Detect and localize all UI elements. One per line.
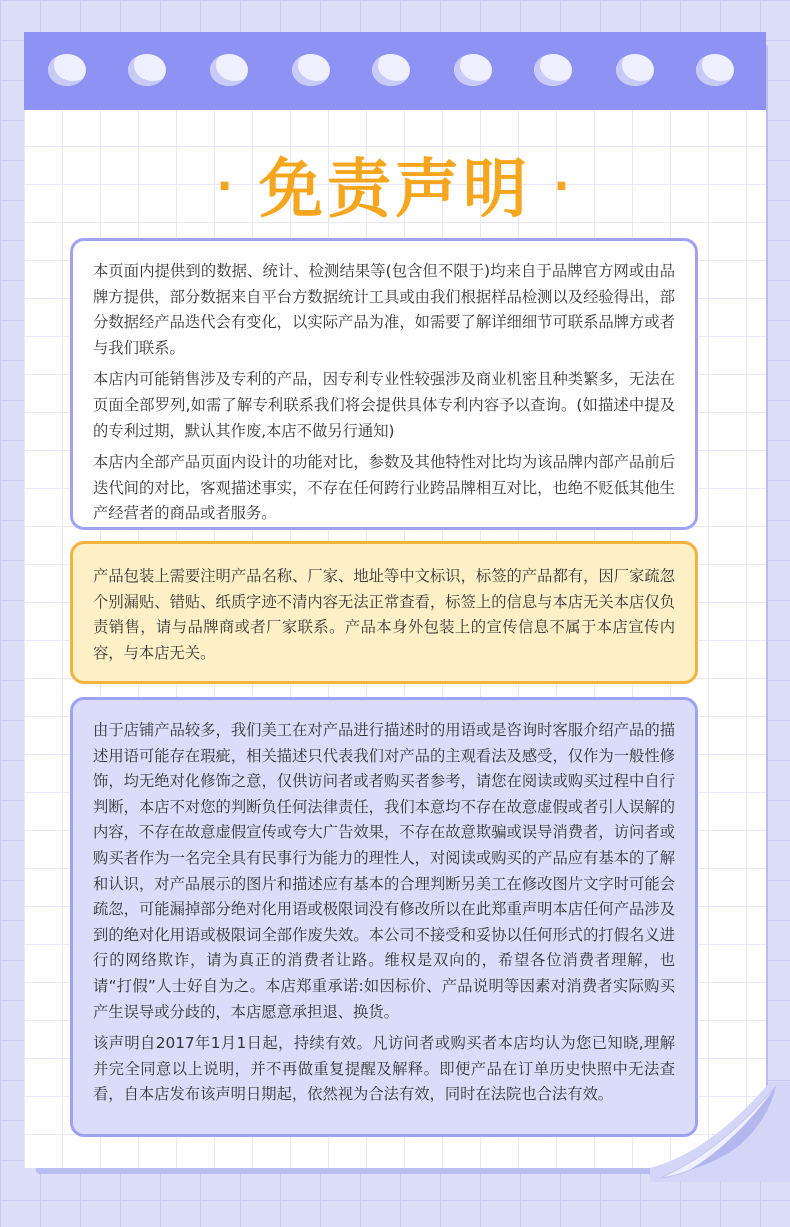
paragraph: 本店内全部产品页面内设计的功能对比，参数及其他特性对比均为该品牌内部产品前后迭代间的对比，客观描述事实，不存在任何跨行业跨品牌相互对比，也绝不贬低其他生产经营者的商品或者服务。: [93, 453, 675, 523]
binder-hole: [534, 54, 572, 86]
page-title: 免责声明: [259, 153, 531, 227]
title-dot-left: ·: [216, 161, 237, 213]
paragraph: 由于店铺产品较多，我们美工在对产品进行描述时的用语或是咨询时客服介绍产品的描述用语可能存在瑕疵，相关描述只代表我们对产品的主观看法及感受，仅作为一般性修饰，均无绝对化修饰之意，仅供访问者或者购买者参考，请您在阅读或购买过程中自行判断，本店不对您的判断负任何法律责任，我们本意均不存在故意虚假或者引人误解的内容，不存在故意虚假宣传或夸大广告效果，不存在故意欺骗或误导消费者，访问者或购买者作为一名完全具有民事行为能力的理性人，对阅读或购买的产品应有基本的了解和认识，对产品展示的图片和描述应有基本的合理判断另美工在修改图片文字时可能会疏忽，可能漏掉部分绝对化用语或极限词没有修改所以在此郑重声明本店任何产品涉及到的绝对化用语或极限词全部作废失效。本公司不接受和妥协以任何形式的打假名义进行的网络欺诈，请为真正的消费者让路。维权是双向的，希望各位消费者理解，也请“打假”人士好自为之。本店郑重承诺:如因标价、产品说明等因素对消费者实际购买产生误导或分歧的，本店愿意承担退、换货。: [93, 721, 675, 1021]
paragraph: 该声明自2017年1月1日起，持续有效。凡访问者或购买者本店均认为您已知晓,理解并完全同意以上说明，并不再做重复提醒及解释。即便产品在订单历史快照中无法查看，自本店发布该声明日期起，依然视为合法有效，同时在法院也合法有效。: [93, 1034, 675, 1104]
wording-disclaimer-section: [70, 697, 698, 1137]
title-dot-right: ·: [553, 161, 574, 213]
page-title-row: [24, 150, 766, 233]
page-curl-decoration: [650, 1082, 790, 1182]
paragraph: 本店内可能销售涉及专利的产品，因专利专业性较强涉及商业机密且种类繁多，无法在页面全部罗列,如需了解专利联系我们将会提供具体专利内容予以查询。(如描述中提及的专利过期，默认其作废,本店不做另行通知): [93, 370, 675, 440]
paragraph: 本页面内提供到的数据、统计、检测结果等(包含但不限于)均来自于品牌官方网或由品牌方提供，部分数据来自平台方数据统计工具或由我们根据样品检测以及经验得出，部分数据经产品迭代会有变化，以实际产品为准，如需要了解详细细节可联系品牌方或者与我们联系。: [93, 262, 675, 357]
binder-hole: [696, 54, 734, 86]
binder-hole: [372, 54, 410, 86]
paragraph: 产品包装上需要注明产品名称、厂家、地址等中文标识，标签的产品都有，因厂家疏忽个别漏贴、错贴、纸质字迹不清内容无法正常查看，标签上的信息与本店无关本店仅负责销售，请与品牌商或者厂家联系。产品本身外包装上的宣传信息不属于本店宣传内容，与本店无关。: [93, 567, 675, 662]
binder-hole: [454, 54, 492, 86]
binder-hole: [48, 54, 86, 86]
data-source-section: [70, 238, 698, 530]
binder-band: [24, 32, 766, 110]
binder-hole: [128, 54, 166, 86]
binder-hole: [292, 54, 330, 86]
packaging-notice-section: [70, 541, 698, 684]
binder-hole: [210, 54, 248, 86]
binder-hole: [616, 54, 654, 86]
